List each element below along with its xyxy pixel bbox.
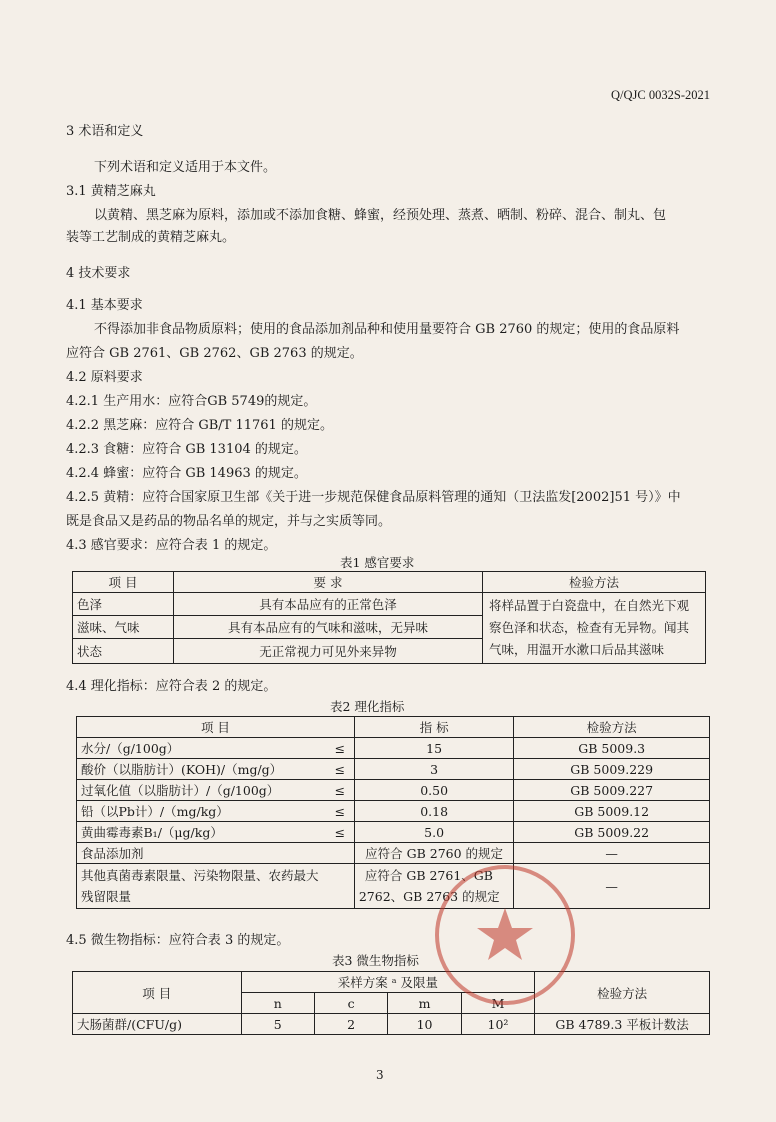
table2 <box>76 716 710 909</box>
section-4-title: 4 技术要求 <box>66 266 131 281</box>
table3 <box>72 971 710 1035</box>
table2-sym: ≤ <box>326 801 355 822</box>
table2-sym: ≤ <box>326 759 355 780</box>
table1-header-item: 项 目 <box>73 572 174 593</box>
table2-header-method: 检验方法 <box>514 717 710 738</box>
table3-c: 2 <box>314 1014 387 1035</box>
section-4-1-line2: 应符合 GB 2761、GB 2762、GB 2763 的规定。 <box>66 346 363 361</box>
table2-value: 0.50 <box>354 780 514 801</box>
table3-sub-m: m <box>388 993 461 1014</box>
section-3-1-title: 3.1 黄精芝麻丸 <box>66 184 156 199</box>
table1-method-line2: 察色泽和状态，检查有无异物。闻其 <box>489 620 690 635</box>
section-3-title: 3 术语和定义 <box>66 124 144 139</box>
table2-item: 铅（以Pb计）/（mg/kg） <box>77 801 326 822</box>
table2-item: 酸价（以脂肪计）(KOH)/（mg/g） <box>77 759 326 780</box>
company-seal <box>430 860 580 1010</box>
table2-value: 应符合 GB 2760 的规定 <box>354 843 514 864</box>
section-3-1-line1: 以黄精、黑芝麻为原料，添加或不添加食糖、蜂蜜，经预处理、蒸煮、晒制、粉碎、混合、制丸、包 <box>94 208 667 223</box>
table1-item: 色泽 <box>73 593 174 616</box>
section-4-1-line1: 不得添加非食品物质原料；使用的食品添加剂品种和使用量要符合 GB 2760 的规定；使用的食品原料 <box>94 322 680 337</box>
table3-method: GB 4789.3 平板计数法 <box>535 1014 710 1035</box>
table2-last-value-line2: 2762、GB 2763 的规定 <box>358 889 500 904</box>
section-4-4: 4.4 理化指标：应符合表 2 的规定。 <box>66 679 277 694</box>
table2-value: 15 <box>354 738 514 759</box>
table-row <box>73 1014 710 1035</box>
table-row <box>77 801 710 822</box>
table3-M: 10² <box>461 1014 534 1035</box>
table2-item: 食品添加剂 <box>77 843 355 864</box>
table2-item-multiline <box>77 864 355 909</box>
table3-sub-M: M <box>461 993 534 1014</box>
table1-req: 具有本品应有的气味和滋味，无异味 <box>174 615 483 638</box>
table1-item: 滋味、气味 <box>73 615 174 638</box>
table3-sub-c: c <box>314 993 387 1014</box>
table2-value: 3 <box>354 759 514 780</box>
section-4-5: 4.5 微生物指标：应符合表 3 的规定。 <box>66 933 290 948</box>
table1 <box>72 571 706 664</box>
table2-header-value: 指 标 <box>354 717 514 738</box>
table-row <box>73 593 706 616</box>
table1-caption: 表1 感官要求 <box>340 555 415 570</box>
section-4-2-4: 4.2.4 蜂蜜：应符合 GB 14963 的规定。 <box>66 466 307 481</box>
table2-item: 过氧化值（以脂肪计）/（g/100g） <box>77 780 326 801</box>
table-row <box>77 738 710 759</box>
section-3-intro: 下列术语和定义适用于本文件。 <box>94 160 277 175</box>
section-4-2-5-line1: 4.2.5 黄精：应符合国家原卫生部《关于进一步规范保健食品原料管理的通知（卫法监发[2002]51 号）》中 <box>66 490 681 505</box>
table2-method: GB 5009.229 <box>514 759 710 780</box>
table1-header-req: 要 求 <box>174 572 483 593</box>
table2-last-value-line1: 应符合 GB 2761、GB <box>364 868 493 883</box>
table1-req: 无正常视力可见外来异物 <box>174 638 483 663</box>
table-row <box>77 864 710 909</box>
section-4-2-1: 4.2.1 生产用水：应符合GB 5749的规定。 <box>66 394 317 409</box>
table2-sym: ≤ <box>326 822 355 843</box>
table2-method: GB 5009.3 <box>514 738 710 759</box>
table2-method: — <box>514 843 710 864</box>
section-4-3: 4.3 感官要求：应符合表 1 的规定。 <box>66 538 277 553</box>
table1-item: 状态 <box>73 638 174 663</box>
section-4-2-title: 4.2 原料要求 <box>66 370 143 385</box>
table3-item: 大肠菌群/(CFU/g) <box>73 1014 242 1035</box>
table1-method-line3: 气味，用温开水漱口后品其滋味 <box>489 642 665 657</box>
table3-header-plan: 采样方案 ᵃ 及限量 <box>241 972 535 993</box>
table2-method: GB 5009.12 <box>514 801 710 822</box>
table1-header-method: 检验方法 <box>483 572 706 593</box>
table2-sym: ≤ <box>326 738 355 759</box>
table3-m: 10 <box>388 1014 461 1035</box>
table1-method <box>483 593 706 664</box>
page-number: 3 <box>376 1068 384 1082</box>
table3-n: 5 <box>241 1014 314 1035</box>
table2-value: 5.0 <box>354 822 514 843</box>
table-row <box>77 780 710 801</box>
section-3-1-line2: 装等工艺制成的黄精芝麻丸。 <box>66 230 236 245</box>
table2-value: 0.18 <box>354 801 514 822</box>
table1-req: 具有本品应有的正常色泽 <box>174 593 483 616</box>
table-row <box>77 759 710 780</box>
table2-last-item-line2: 残留限量 <box>81 889 132 904</box>
table2-method: GB 5009.22 <box>514 822 710 843</box>
table2-sym: ≤ <box>326 780 355 801</box>
table2-method: — <box>514 864 710 909</box>
table1-method-line1: 将样品置于白瓷盘中，在自然光下观 <box>489 598 690 613</box>
section-4-1-title: 4.1 基本要求 <box>66 298 143 313</box>
table3-caption: 表3 微生物指标 <box>332 953 419 968</box>
section-4-2-5-line2: 既是食品又是药品的物品名单的规定，并与之实质等同。 <box>66 514 392 529</box>
section-4-2-2: 4.2.2 黑芝麻：应符合 GB/T 11761 的规定。 <box>66 418 333 433</box>
table2-header-item: 项 目 <box>77 717 355 738</box>
table2-method: GB 5009.227 <box>514 780 710 801</box>
document-code: Q/QJC 0032S-2021 <box>611 88 710 102</box>
table3-header-item: 项 目 <box>73 972 242 1014</box>
seal-star-icon <box>477 908 533 960</box>
table2-caption: 表2 理化指标 <box>330 699 405 714</box>
table2-item: 黄曲霉毒素B₁/（μg/kg） <box>77 822 326 843</box>
table2-item: 水分/（g/100g） <box>77 738 326 759</box>
table2-last-item-line1: 其他真菌毒素限量、污染物限量、农药最大 <box>81 868 319 883</box>
section-4-2-3: 4.2.3 食糖：应符合 GB 13104 的规定。 <box>66 442 307 457</box>
table3-sub-n: n <box>241 993 314 1014</box>
table3-header-method: 检验方法 <box>535 972 710 1014</box>
table-row <box>77 843 710 864</box>
table-row <box>77 822 710 843</box>
